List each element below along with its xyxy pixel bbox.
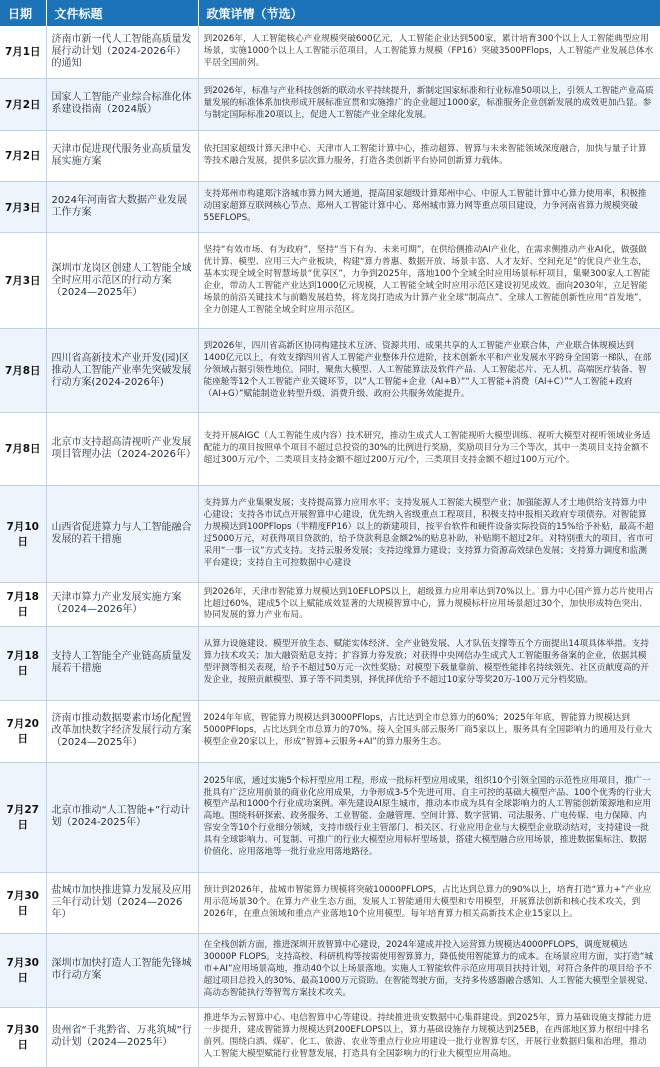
date-cell: 7月2日 <box>0 78 46 130</box>
table-row <box>0 763 660 872</box>
date-cell: 7月30日 <box>0 1007 46 1067</box>
title-cell: 2024年河南省大数据产业发展工作方案 <box>46 181 198 232</box>
table-header <box>0 0 660 26</box>
title-cell: 国家人工智能产业综合标准化体系建设指南（2024版） <box>46 78 198 130</box>
title-cell: 天津市促进现代服务业高质量发展实施方案 <box>46 130 198 181</box>
detail-cell: 到2026年，四川省高新区协同构建技术互济、资源共用、成果共享的人工智能产业联合体，产业联合体规模达到1400亿元以上，有效支撑四川省人工智能产业整体升位进阶，技术创新水平和产业发展水平跨身全国第一梯队，在部分领域占据引领性地位。同时，聚焦大模型、人工智能算法及软件产品、人工智能芯片、无人机、高端医疗装备、智能座舱等12个人工智能产业关键环节，以“人工智能+企业（AI+B）”“人工智能+消费（AI+C）”“人工智能+政府（AI+G）”赋能制造业转型升级、消费升级、政府公共服务效能提升。 <box>198 329 660 413</box>
date-cell: 7月27日 <box>0 763 46 872</box>
date-cell: 7月20日 <box>0 700 46 762</box>
detail-cell: 2024年年底，智能算力规模达到3000PFlops，占比达到全市总算力的60%；2025年年底，智能算力规模达到5000PFlops，占比达到全市总算力的70%。接入全国头部云服务厂商5家以上，服务具有全国影响力的通用及行业大模型企业20家以上，形成“智算+云服务+AI”的算力服务生态。 <box>198 700 660 762</box>
title-cell: 济南市推动数据要素市场化配置改革加快数字经济发展行动方案（2024—2025年） <box>46 700 198 762</box>
detail-cell: 依托国家超级计算天津中心、天津市人工智能计算中心，推动超算、智算与未来智能领域深度融合，加快与量子计算等技术融合发展，提供多层次算力服务，打造各类创新平台协同创新算力载体。 <box>198 130 660 181</box>
date-cell: 7月10日 <box>0 485 46 582</box>
detail-cell: 推进华为云智算中心、电信智算中心等建设。持续推进贵安数据中心集群建设。到2025年，算力基础设施支撑能力进一步提升，建成智能算力规模达到200EFLOPS以上，算力基础设施存力规模达到25EB，在西部地区算力枢纽中排名前列。围绕白酒、煤矿、化工、旅游、农业等重点行业应用建设一批行业智算专区，开展行业数据归集和治理，推动人工智能大模型赋能行业智慧发展，打造具有全国影响力的行业大模型应用高地。 <box>198 1007 660 1067</box>
date-cell: 7月30日 <box>0 872 46 933</box>
table-row <box>0 872 660 933</box>
title-cell: 深圳市龙岗区创建人工智能全域全时应用示范区的行动方案（2024—2025年） <box>46 233 198 329</box>
detail-cell: 支持郑州市构建郑汴洛城市算力网大通道，提高国家超级计算郑州中心、中原人工智能计算中心算力使用率，积极推动国家超算互联网核心节点、郑州人工智能计算中心、郑州城市算力网等重点项目建设，力争河南省算力规模突破55EFLOPS。 <box>198 181 660 232</box>
table-row <box>0 130 660 181</box>
table-row <box>0 626 660 700</box>
detail-cell: 到2026年，标准与产业科技创新的联动水平持续提升，新制定国家标准和行业标准50项以上，引领人工智能产业高质量发展的标准体系加快形成开展标准宣贯和实施推广的企业超过1000家，标准服务企业创新发展的成效更加凸显。参与制定国际标准20项以上，促进人工智能产业全球化发展。 <box>198 78 660 130</box>
detail-cell: 预计到2026年，盐城市智能算力规模将突破10000PFLOPS，占比达到总算力的90%以上，培育打造“算力+”产业应用示范场景30个。在算力产业生态方面，发展人工智能通用大模型和专用模型，开展算法创新和核心技术攻关，到2026年，在重点领域和重点产业落地10个应用模型。每年培育算力相关高新技术企业15家以上。 <box>198 872 660 933</box>
title-cell: 济南市新一代人工智能高质量发展行动计划（2024-2026年）的通知 <box>46 26 198 78</box>
table-row <box>0 233 660 329</box>
title-cell: 北京市推动“人工智能+”行动计划（2024-2025年） <box>46 763 198 872</box>
date-cell: 7月18日 <box>0 582 46 626</box>
table-row <box>0 329 660 413</box>
title-cell: 深圳市加快打造人工智能先锋城市行动方案 <box>46 933 198 1007</box>
table-row <box>0 582 660 626</box>
detail-cell: 2025年底，通过实施5个标杆型应用工程，形成一批标杆型应用成果，组织10个引领全国的示范性应用项目，推广一批具有广泛应用前景的商业化应用成果，力争形成3-5个先进可用、自主可控的基础大模型产品、100个优秀的行业大模型产品和1000个行业成功案例。率先建设AI原生城市，推动本市成为具有全球影响力的人工智能创新策源地和应用高地。围绕科研探索、政务服务、工业智能、金融管理、空间计算、数字营销、司法服务、广电传媒、电力保障、内容安全等10个行业细分领域，支持市级行业主管部门、相关区、行业应用企业与大模型企业联动结对，支持建设一批具有全球影响力、可复制、可推广的行业大模型应用标杆型场景，搭建大模型融合应用场景，推进数据集标注、数据价值化、应用落地等一批行业应用落地路径。 <box>198 763 660 872</box>
title-cell: 山西省促进算力与人工智能融合发展的若干措施 <box>46 485 198 582</box>
date-cell: 7月8日 <box>0 329 46 413</box>
header-details: 政策详情（节选） <box>198 0 660 26</box>
detail-cell: 从算力设施建设、模型开放生态、赋能实体经济、全产业链发展、人才队伍支撑等五个方面提出14项具体举措。支持算力技术攻关；加大融资贴息支持；扩容算力券发放；对获得中央网信办生成式人工智能服务备案的企业，依据其模型评测等相关表现，给予不超过50万元一次性奖励；对模型下载量靠前、模型性能排名持续领先、社区贡献度高的开发企业，按照贡献模型、算子等不同类别，择优择优给予不超过10家分等奖20万-100万元分档奖励。 <box>198 626 660 700</box>
header-title: 文件标题 <box>46 0 198 26</box>
date-cell: 7月3日 <box>0 233 46 329</box>
table-row <box>0 413 660 486</box>
title-cell: 支持人工智能全产业链高质量发展若干措施 <box>46 626 198 700</box>
detail-cell: 到2026年，人工智能核心产业规模突破600亿元，人工智能企业达到500家，累计培育300个以上人工智能典型应用场景，实施1000个以上人工智能示范项目，人工智能算力规模（FP16）突破3500PFlops，人工智能产业发展总体水平居全国前列。 <box>198 26 660 78</box>
date-cell: 7月1日 <box>0 26 46 78</box>
title-cell: 贵州省“千兆黔省、万兆筑城”行动计划（2024—2025年） <box>46 1007 198 1067</box>
date-cell: 7月18日 <box>0 626 46 700</box>
title-cell: 北京市支持超高清视听产业发展项目管理办法（2024-2026年） <box>46 413 198 486</box>
title-cell: 盐城市加快推进算力发展及应用三年行动计划（2024—2026年） <box>46 872 198 933</box>
detail-cell: 支持算力产业集聚发展；支持提高算力应用水平；支持发展人工智能大模型产业；加强能源人才土地供给支持算力中心建设；支持各市试点开展智算中心建设，优先纳入省级重点工程项目，积极支持申报相关政府专项债券。对智能算力规模达到100PFlops（半精度FP16）以上的新建项目，按平台软件和硬件设备实际投资的15%给予补贴，最高不超过5000万元，对获得项目贷款的，给予贷款利息金额2%的贴息补助，补贴期不超过2年。对特别重大的项目，省市可采用“一事一议”方式支持。支持云服务发展；支持边缘算力建设；支持算力资源高效绿色发展；支持算力调度和监测平台建设；支持自主可控数据中心建设 <box>198 485 660 582</box>
date-cell: 7月3日 <box>0 181 46 232</box>
detail-cell: 支持开展AIGC（人工智能生成内容）技术研究，推动生成式人工智能视听大模型训练、视听大模型对视听领域业务适配能力的项目按照单个项目不超过总投资的30%的比例进行奖励，奖励项目分为三个等次，其中一类项目支持金额不超过300万元/个，二类项目支持金额不超过200万元/个，三类项目支持金额不超过100万元/个。 <box>198 413 660 486</box>
header-date: 日期 <box>0 0 46 26</box>
table-row <box>0 78 660 130</box>
title-cell: 四川省高新技术产业开发(园)区推动人工智能产业率先突破发展行动方案(2024-2026年) <box>46 329 198 413</box>
table-row <box>0 181 660 232</box>
table-row <box>0 26 660 78</box>
detail-cell: 到2026年，天津市智能算力规模达到10EFLOPS以上，超级算力应用率达到70%以上。算力中心国产算力芯片使用占比超过60%，建成5个以上赋能成效显著的大规模智算中心，算力规模标杆应用场景超过30个，加快形成特色突出、协同发展的算力产业布局。 <box>198 582 660 626</box>
detail-cell: 坚持“有效市场、有为政府”，坚持“当下有为、未来可期”，在供给侧推动AI产业化，在需求侧推动产业AI化，做强做优计算、模型、应用三大产业板块，构建“算力普惠、数据开放、场景丰富、人才友好、空间充足”的优良产业生态，基本实现全域全时智慧场景“优享区”，力争到2025年，落地100个全域全时应用场景标杆项目，集聚300家人工智能企业，带动人工智能产业达到1000亿元规模，人工智能全域全时应用示范区建设初见成效。面向2030年，立足智能场景的前沿关键技术与前瞻发展趋势，将龙岗打造成为计算产业全球“制高点”、全球人工智能创新性应用“首发地”，全力创建人工智能全域全时应用示范区。 <box>198 233 660 329</box>
table-row <box>0 700 660 762</box>
header-row <box>0 0 660 26</box>
detail-cell: 在全栈创新方面，推进深圳开放智算中心建设，2024年建成并投入运营算力规模达4000PFLOPS，调度规模达30000P FLOPS。支持高校、科研机构等按需使用智算算力，降低使用智能算力的成本。在场景应用方面，实打造“城市+AI”应用场景高地，推动40个以上场景落地。实施人工智能软件示范应用项目扶持计划，对符合条件的项目给予不超过项目总投入的30%、最高1000万元资助。在智能驾驶方面，支持多传感器融合感知、人工智能大模型全景视觉、高动态智能执行等智驾方案技术攻关。 <box>198 933 660 1007</box>
date-cell: 7月2日 <box>0 130 46 181</box>
date-cell: 7月8日 <box>0 413 46 486</box>
date-cell: 7月30日 <box>0 933 46 1007</box>
table-body <box>0 26 660 1068</box>
table-row <box>0 1007 660 1067</box>
table-row <box>0 933 660 1007</box>
title-cell: 天津市算力产业发展实施方案（2024—2026年） <box>46 582 198 626</box>
table-row <box>0 485 660 582</box>
